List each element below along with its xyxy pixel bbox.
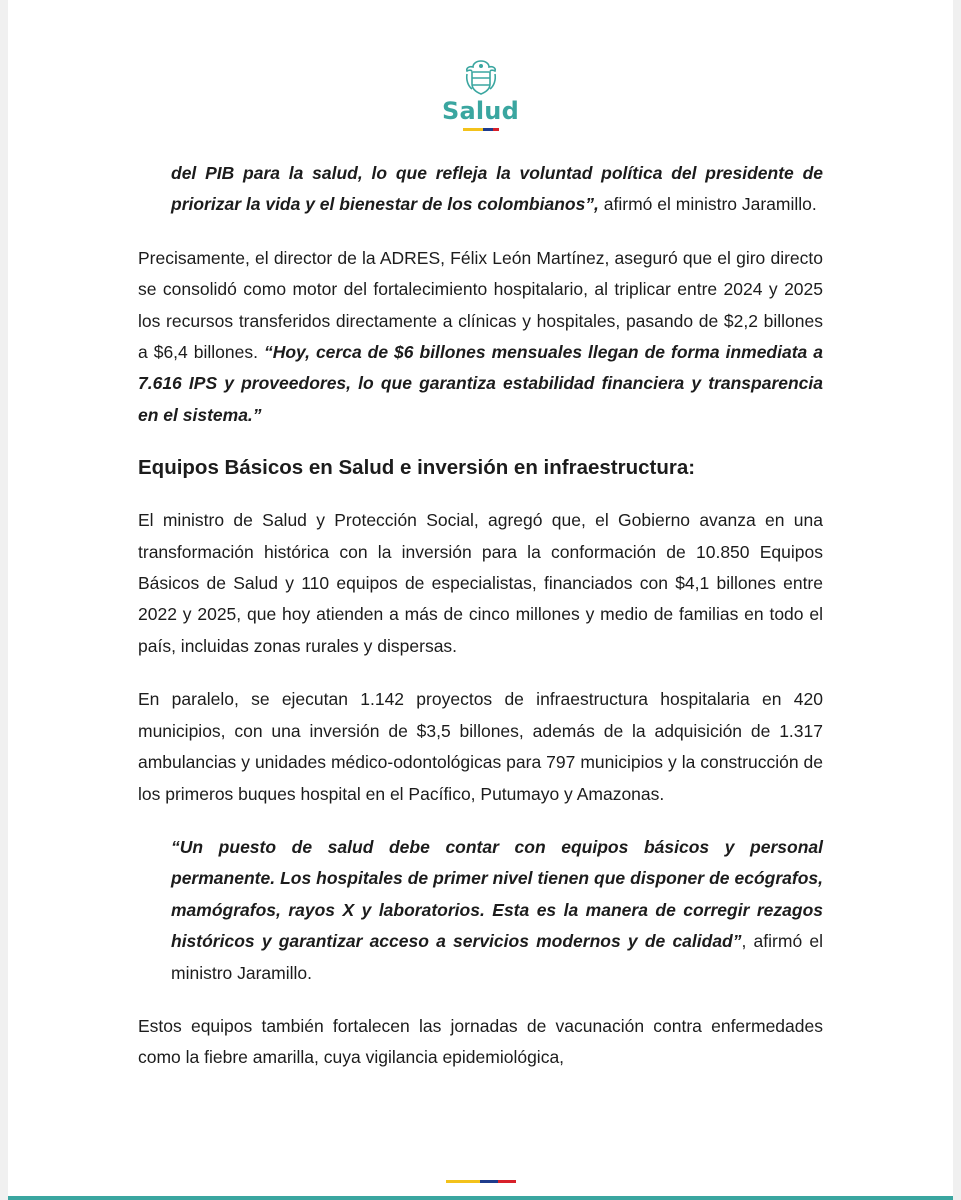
flag-red-stripe (498, 1180, 516, 1183)
attribution-text: , afirmó el ministro Jaramillo. (171, 931, 823, 983)
paragraph-equipos-basicos: El ministro de Salud y Protección Social, agregó que, el Gobierno avanza en una transformación histórica con la inversión para la conformación de 10.850 Equipos Básicos de Salud y 110 equipos de especialistas, financiados con $4,1 billones entre 2022 y 2025, que hoy atienden a más de cinco millones y medio de familias en todo el país, incluidas zonas rurales y dispersas. (138, 510, 823, 656)
quote-text: del PIB para la salud, lo que refleja la voluntad política del presidente de priorizar la vida y el bienestar de los colombianos”, (171, 163, 823, 215)
page-header (8, 58, 953, 131)
paragraph-adres (138, 243, 823, 431)
flag-blue-stripe (480, 1180, 498, 1183)
paragraph-vacunacion: Estos equipos también fortalecen las jornadas de vacunación contra enfermedades como la fiebre amarilla, cuya vigilancia epidemiológica, (138, 1015, 823, 1068)
paragraph-text: Precisamente, el director de la ADRES, Félix León Martínez, aseguró que el giro directo se consolidó como motor del fortalecimiento hospitalario, al triplicar entre 2024 y 2025 los recursos transferidos directamente a clínicas y hospitales, pasando de $2,2 billones a $6,4 billones. (138, 247, 823, 363)
flag-blue-stripe (483, 128, 493, 131)
colombia-coat-of-arms-icon (463, 58, 499, 96)
attribution-text: afirmó el ministro Jaramillo. (598, 194, 817, 215)
paragraph-minister-quote-end (171, 158, 823, 221)
flag-yellow-stripe (463, 128, 483, 131)
page-footer (8, 1180, 953, 1200)
section-heading: Equipos Básicos en Salud e inversión en infraestructura: (138, 456, 696, 480)
brand-name: Salud (442, 97, 519, 125)
document-body (138, 158, 823, 1096)
quote-text: “Un puesto de salud debe contar con equipos básicos y personal permanente. Los hospitales de primer nivel tienen que disponer de ecógrafos, mamógrafos, rayos X y laboratorios. Esta es la manera de corregir rezagos históricos y garantizar acceso a servicios modernos y de calidad” (171, 836, 823, 952)
footer-rule (8, 1196, 953, 1200)
quote-text: “Hoy, cerca de $6 billones mensuales llegan de forma inmediata a 7.616 IPS y proveedores, lo que garantiza estabilidad financiera y transparencia en el sistema.” (138, 342, 823, 425)
paragraph-puesto-de-salud-quote (171, 832, 823, 989)
footer-flag-bar (8, 1180, 953, 1183)
paragraph-infraestructura: En paralelo, se ejecutan 1.142 proyectos de infraestructura hospitalaria en 420 municipios, con una inversión de $3,5 billones, además de la adquisición de 1.317 ambulancias y unidades médico-odontológicas para 797 municipios y la construcción de los primeros buques hospital en el Pacífico, Putumayo y Amazonas. (138, 689, 823, 804)
flag-yellow-stripe (446, 1180, 480, 1183)
flag-red-stripe (493, 128, 499, 131)
document-page (8, 0, 953, 1200)
header-flag-bar (8, 128, 953, 131)
